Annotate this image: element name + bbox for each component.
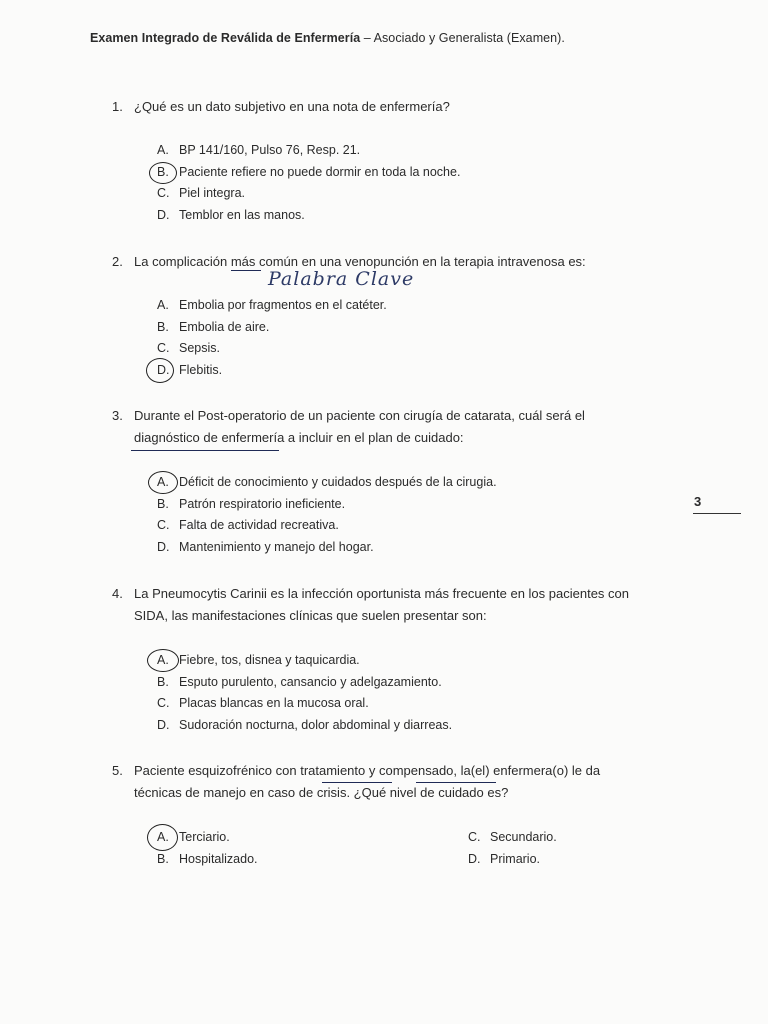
option-text: Hospitalizado. [179, 851, 258, 866]
option-text: Esputo purulento, cansancio y adelgazamiento. [179, 674, 442, 689]
page-number: 3 [694, 494, 702, 509]
question-stem-line-1: Paciente esquizofrénico con tratamiento y compensado, la(el) enfermera(o) le da [134, 763, 601, 778]
exam-header [90, 31, 565, 45]
page-number-rule [693, 513, 741, 514]
option-text: Falta de actividad recreativa. [179, 518, 339, 533]
option-letter: C. [157, 341, 170, 356]
question-stem-line-2: diagnóstico de enfermería a incluir en el plan de cuidado: [134, 430, 464, 445]
handwritten-underline [131, 450, 279, 451]
option-text: Embolia de aire. [179, 319, 270, 334]
header-title-rest: – Asociado y Generalista (Examen). [360, 31, 565, 45]
option-letter: B. [157, 496, 169, 511]
question-stem-line-2: SIDA, las manifestaciones clínicas que suelen presentar son: [134, 608, 487, 623]
question-3 [112, 405, 654, 449]
option-text: Paciente refiere no puede dormir en toda la noche. [179, 164, 461, 179]
option-letter: C. [157, 186, 170, 201]
option-letter: A. [157, 475, 169, 489]
handwritten-underline [231, 270, 261, 271]
option-letter: A. [157, 653, 169, 667]
question-stem-line-2: técnicas de manejo en caso de crisis. ¿Qué nivel de cuidado es? [134, 785, 509, 800]
handwritten-note: Palabra Clave [268, 268, 415, 290]
question-stem-line-1: Durante el Post-operatorio de un paciente con cirugía de catarata, cuál será el [134, 408, 585, 423]
option-text: Fiebre, tos, disnea y taquicardia. [179, 653, 360, 667]
option-text: Sepsis. [179, 341, 220, 356]
handwritten-underline [322, 782, 392, 783]
option-letter: A. [157, 298, 169, 312]
option-text: Déficit de conocimiento y cuidados después de la cirugia. [179, 475, 497, 489]
option-letter: C. [468, 830, 481, 844]
question-number: 2. [112, 254, 123, 269]
question-number: 1. [112, 99, 123, 114]
option-text: Primario. [490, 851, 541, 866]
question-stem-line-1: La Pneumocytis Carinii es la infección oportunista más frecuente en los pacientes con [134, 586, 629, 601]
question-1 [112, 96, 654, 118]
question-4 [112, 583, 654, 627]
option-letter: C. [157, 696, 170, 711]
option-text: Temblor en las manos. [179, 208, 305, 223]
option-letter: C. [157, 518, 170, 533]
question-number: 3. [112, 408, 123, 423]
option-letter: A. [157, 830, 169, 844]
option-letter: B. [157, 674, 169, 689]
question-stem: La complicación más común en una venopunción en la terapia intravenosa es: [134, 254, 586, 269]
handwritten-underline [416, 782, 496, 783]
option-letter: D. [157, 363, 170, 378]
question-number: 5. [112, 763, 123, 778]
option-letter: D. [157, 208, 170, 223]
question-number: 4. [112, 586, 123, 601]
option-letter: B. [157, 164, 169, 179]
option-text: Placas blancas en la mucosa oral. [179, 696, 369, 711]
option-text: Embolia por fragmentos en el catéter. [179, 298, 387, 312]
option-text: Secundario. [490, 830, 557, 844]
option-letter: D. [157, 718, 170, 733]
option-text: Sudoración nocturna, dolor abdominal y diarreas. [179, 718, 453, 733]
option-text: Mantenimiento y manejo del hogar. [179, 540, 374, 555]
option-letter: D. [157, 540, 170, 555]
option-letter: A. [157, 143, 169, 157]
option-text: Flebitis. [179, 363, 223, 378]
option-text: Terciario. [179, 830, 230, 844]
option-letter: B. [157, 851, 169, 866]
option-text: Patrón respiratorio ineficiente. [179, 496, 346, 511]
question-stem: ¿Qué es un dato subjetivo en una nota de enfermería? [134, 99, 450, 114]
header-title-bold: Examen Integrado de Reválida de Enfermería [90, 31, 361, 45]
option-text: BP 141/160, Pulso 76, Resp. 21. [179, 143, 361, 157]
option-letter: D. [468, 851, 481, 866]
option-text: Piel integra. [179, 186, 246, 201]
option-letter: B. [157, 319, 169, 334]
